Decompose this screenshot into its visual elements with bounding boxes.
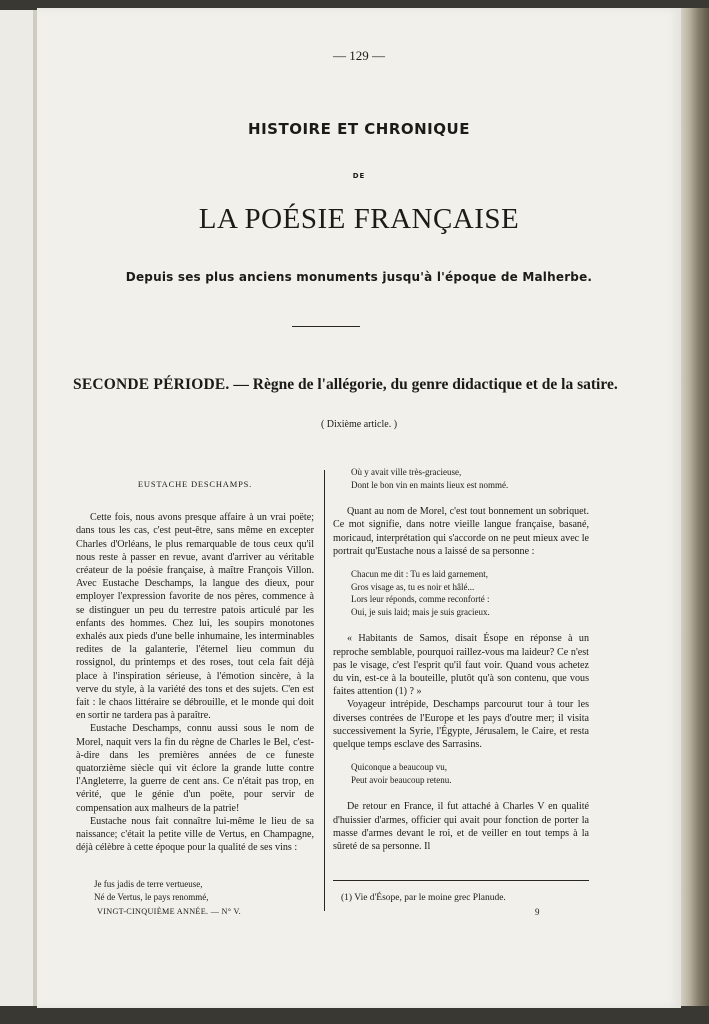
- footer-signature: 9: [535, 907, 540, 917]
- column-subhead: EUSTACHE DESCHAMPS.: [137, 479, 253, 489]
- article-note: ( Dixième article. ): [320, 419, 398, 430]
- section-label: SECONDE PÉRIODE.: [73, 376, 230, 393]
- facing-page-edge: [0, 10, 34, 1008]
- book-page-edges: [681, 8, 709, 1008]
- verse-line: Peut avoir beaucoup retenu.: [351, 774, 452, 785]
- title-de: DE: [352, 172, 366, 180]
- verse-line: Né de Vertus, le pays renommé,: [94, 892, 209, 903]
- verse-line: Où y avait ville très-gracieuse,: [351, 467, 462, 477]
- verse-line: Quiconque a beaucoup vu,: [351, 762, 447, 773]
- verse-line: Oui, je suis laid; mais je suis gracieux.: [351, 606, 490, 617]
- verse-quote: [333, 466, 589, 491]
- section-heading: [73, 376, 653, 394]
- verse-line: Je fus jadis de terre vertueuse,: [94, 879, 203, 890]
- subtitle: Depuis ses plus anciens monuments jusqu'à l'époque de Malherbe.: [125, 270, 593, 284]
- document-page: [37, 8, 681, 1008]
- paragraph: Eustache Deschamps, connu aussi sous le nom de Morel, naquit vers la fin du règne de Charles le Bel, c'est-à-dire dans les premières années de ce funeste quatorzième siècle qui vit éclore la grande lutte contre l'Angleterre, la guerre de cent ans. Ce n'était pas trop, en vérité, que le génie d'un poëte, pour servir de compensation aux malheurs de la patrie!: [76, 723, 314, 814]
- paragraph: Quant au nom de Morel, c'est tout bonnement un sobriquet. Ce mot signifie, dans notre vieille langue française, basané, moricaud, interprétation qui s'accorde on ne peut mieux avec le portrait qu'Eustache nous a laissé de sa personne :: [333, 506, 589, 557]
- title-top: HISTOIRE ET CHRONIQUE: [248, 120, 470, 138]
- column-divider: [324, 470, 325, 911]
- verse-quote: [333, 761, 589, 786]
- verse-line: Chacun me dit : Tu es laid garnement,: [351, 569, 488, 579]
- paragraph: Eustache nous fait connaître lui-même le lieu de sa naissance; c'était la petite ville de Vertus, en Champagne, déjà célèbre à cette époque pour la qualité de ses vins :: [76, 815, 314, 854]
- title-rule: [292, 326, 360, 327]
- paragraph: Cette fois, nous avons presque affaire à un vrai poëte; dans tous les cas, c'est peut-être, sans même en excepter Charles d'Orléans, le plus remarquable de tous ceux qu'il nous reste à passer en revue, avant d'arriver au véritable créateur de la poésie française, à maître François Villon. Avec Eustache Deschamps, la langue des dieux, pour employer l'expression favorite de nos pères, commence à se distinguer un peu du terrestre patois articulé par les enfants des hommes. Chez lui, les soupirs monotones exhalés aux pieds d'une belle inhumaine, les interminables redites de la galanterie, l'éternel lieu commun du rossignol, du printemps et des roses, tout cela fait déjà place à l'inspiration sérieuse, à l'émotion sincère, à la verve du style, à la variété des tons et des sujets. C'en est fait : le chaos littéraire se débrouille, et le monde qui doit en sortir ne tardera pas à paraître.: [76, 512, 314, 722]
- section-title: — Règne de l'allégorie, du genre didactique et de la satire.: [233, 376, 618, 393]
- paragraph: De retour en France, il fut attaché à Charles V en qualité d'huissier d'armes, officier qui avait pour fonction de porter la masse d'armes devant le roi, et de veiller en tout temps à la sûreté de sa personne. Il: [333, 801, 589, 852]
- verse-line: Gros visage as, tu es noir et hâlé...: [351, 581, 475, 592]
- title-main: LA POÉSIE FRANÇAISE: [198, 203, 520, 235]
- verse-quote: [76, 878, 314, 903]
- paragraph: « Habitants de Samos, disait Ésope en réponse à un reproche semblable, pourquoi raillez-vous ma laideur? Ce n'est pas le visage, c'est l'esprit qu'il faut voir. Quand vous achetez du vin, est-ce à la bouteille, plutôt qu'à son contenu, que vous faites attention (1) ? »: [333, 633, 589, 698]
- left-column: [76, 478, 314, 904]
- footnote: (1) Vie d'Ésope, par le moine grec Planude.: [341, 893, 506, 903]
- scan-bottom-edge: [0, 1006, 709, 1024]
- verse-quote: [333, 568, 589, 618]
- footer-issue: VINGT-CINQUIÈME ANNÉE. — N° V.: [97, 907, 242, 916]
- footnote-rule: [333, 880, 589, 881]
- verse-line: Lors leur réponds, comme reconforté :: [351, 594, 490, 605]
- right-column: [333, 466, 589, 853]
- page-number: — 129 —: [333, 48, 385, 63]
- paragraph: Voyageur intrépide, Deschamps parcourut tour à tour les diverses contrées de l'Europe et les pays d'outre mer; il visita successivement la Syrie, l'Égypte, Jérusalem, le Caire, et resta quelque temps esclave des Sarrasins.: [333, 699, 589, 750]
- verse-line: Dont le bon vin en maints lieux est nommé.: [351, 479, 509, 490]
